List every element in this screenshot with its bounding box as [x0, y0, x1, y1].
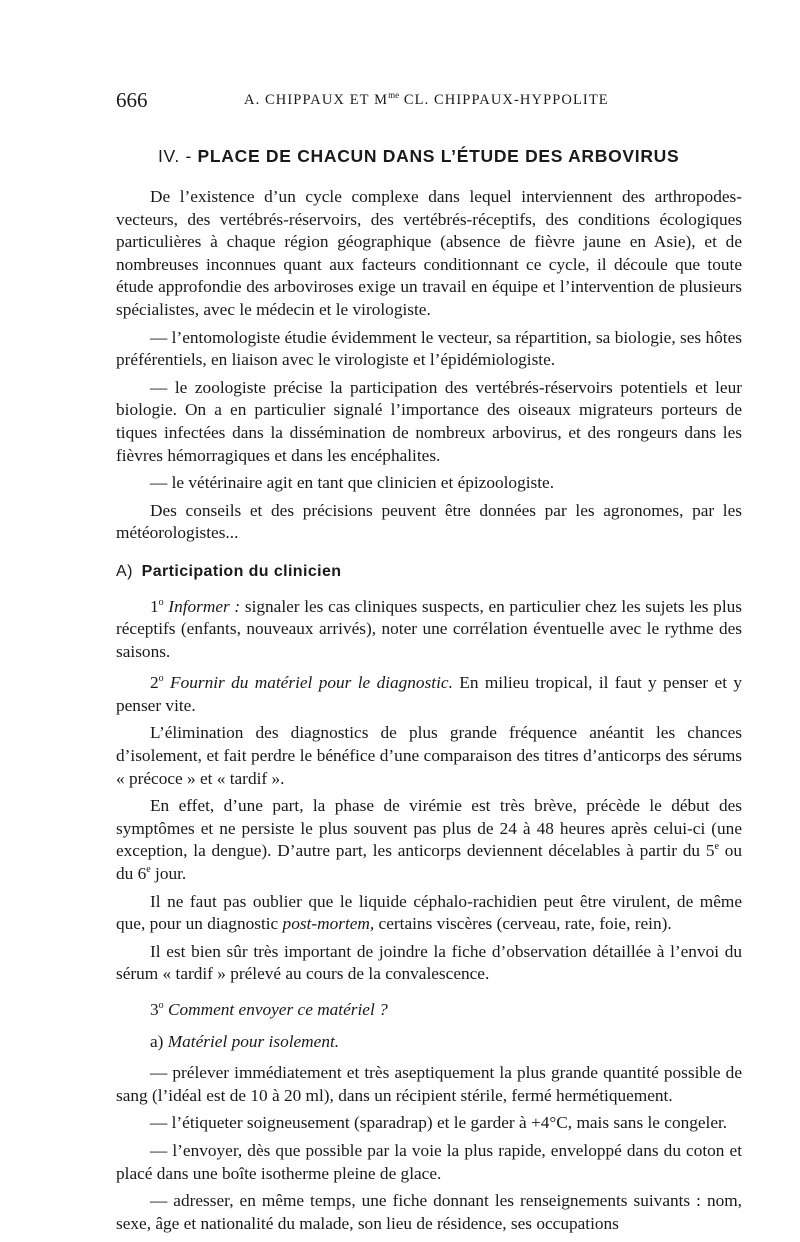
paragraph-text: En effet, d’une part, la phase de virémie est très brève, précède le début des symptômes et ne persiste le plus souvent pas plus de 24 à 48 heures après celui-ci (une exception, la dengue). D’autre part, les anticorps deviennent décelables à partir du 5 [116, 796, 742, 861]
paragraph-informer [116, 596, 742, 664]
paragraph-zoologiste: — le zoologiste précise la participation des vertébrés-réservoirs potentiels et leur biologie. On a en particulier signalé l’importance des oiseaux migrateurs porteurs de tiques infectées dans la dissémination de nombreux arbovirus, et des rongeurs dans les fièvres hémorragiques et dans les encéphalites. [116, 377, 742, 465]
italic-lead: Matériel pour isolement. [167, 1031, 340, 1051]
paragraph-veterinaire: — le vétérinaire agit en tant que clinicien et épizoologiste. [150, 473, 555, 493]
section-title: PLACE DE CHACUN DANS L’ÉTUDE DES ARBOVIRUS [197, 146, 680, 166]
superscript: e [146, 864, 151, 876]
section-number: IV. - [158, 146, 198, 166]
paragraph-text: ou du 6 [116, 841, 742, 884]
running-title-suffix: CL. CHIPPAUX-HYPPOLITE [399, 92, 609, 108]
paragraph-lcr [116, 891, 742, 936]
running-title-superscript: me [388, 90, 400, 101]
page-number: 666 [116, 88, 148, 112]
paragraph-text: certains viscères (cerveau, rate, foie, rein). [374, 914, 672, 934]
item-letter: a) [150, 1031, 168, 1051]
paragraph-envoyer: — l’envoyer, dès que possible par la voie la plus rapide, enveloppé dans du coton et placé dans une boîte isotherme pleine de glace. [116, 1140, 742, 1183]
section-heading [158, 146, 679, 167]
subsection-title: Participation du clinicien [141, 562, 342, 580]
paragraph-prelever: — prélever immédiatement et très aseptiquement la plus grande quantité possible de sang (l’idéal est de 10 à 20 ml), dans un récipient stérile, fermé hermétiquement. [116, 1063, 742, 1105]
italic-term: post-mortem, [282, 914, 375, 934]
italic-lead: Fournir du matériel pour le diagnostic. [163, 673, 453, 693]
paragraph-materiel-isolement [116, 1031, 742, 1054]
subsection-heading-a [116, 561, 742, 584]
paragraph-fiche: Il est bien sûr très important de joindre la fiche d’observation détaillée à l’envoi du sérum « tardif » prélevé au cours de la convalescence. [116, 941, 742, 984]
superscript: e [714, 841, 719, 853]
paragraph-text: En milieu tropical, il faut y penser et y penser vite. [116, 673, 742, 715]
item-number: 1 [150, 596, 159, 616]
body-text [116, 186, 742, 1240]
paragraph-text: signaler les cas cliniques suspects, en particulier chez les sujets les plus réceptifs (enfants, nouveaux arrivés), noter une corrélation éventuelle avec le rythme des saisons. [116, 596, 742, 661]
paragraph-adresser: — adresser, en même temps, une fiche donnant les renseignements suivants : nom, sexe, âge et nationalité du malade, son lieu de résidence, ses occupations [116, 1191, 742, 1233]
paragraph-entomologiste: — l’entomologiste étudie évidemment le vecteur, sa répartition, sa biologie, ses hôtes préférentiels, en liaison avec le virologiste et l’épidémiologiste. [116, 327, 742, 370]
paragraph-elimination: L’élimination des diagnostics de plus grande fréquence anéantit les chances d’isolement, et fait perdre le bénéfice d’une comparaison des titres d’anticorps des sérums « précoce » et « tardif ». [116, 723, 742, 788]
paragraph-viremie [116, 795, 742, 885]
subsection-letter: A) [116, 562, 133, 580]
item-degree: o [158, 596, 164, 608]
item-number: 3 [150, 1000, 159, 1019]
paragraph-intro: De l’existence d’un cycle complexe dans lequel interviennent des arthropodes-vecteurs, des vertébrés-réservoirs, des vertébrés-réceptifs, des conditions écologiques particulières à chaque région géographique (absence de fièvre jaune en Asie), et de nombreuses inconnues quant aux facteurs conditionnant ce cycle, il découle que toute étude approfondie des arboviroses exige un travail en équipe et l’intervention de plusieurs spécialistes, avec le médecin et le virologiste. [116, 187, 742, 319]
running-title [244, 92, 609, 109]
item-degree: o [158, 1000, 164, 1012]
running-title-prefix: A. CHIPPAUX ET M [244, 92, 389, 108]
paragraph-text: jour. [150, 864, 187, 884]
running-head [116, 88, 746, 116]
paragraph-comment-envoyer [116, 999, 742, 1022]
paragraph-text: Il ne faut pas oublier que le liquide céphalo-rachidien peut être virulent, de même que, pour un diagnostic [116, 891, 742, 934]
item-number: 2 [150, 673, 159, 693]
paragraph-conseils: Des conseils et des précisions peuvent être données par les agronomes, par les météorologistes... [116, 500, 742, 543]
italic-lead: Comment envoyer ce matériel ? [163, 1000, 388, 1019]
paragraph-fournir [116, 672, 742, 717]
item-degree: o [158, 673, 164, 685]
paragraph-etiqueter: — l’étiqueter soigneusement (sparadrap) et le garder à +4°C, mais sans le congeler. [150, 1113, 728, 1133]
italic-lead: Informer : [163, 596, 241, 616]
